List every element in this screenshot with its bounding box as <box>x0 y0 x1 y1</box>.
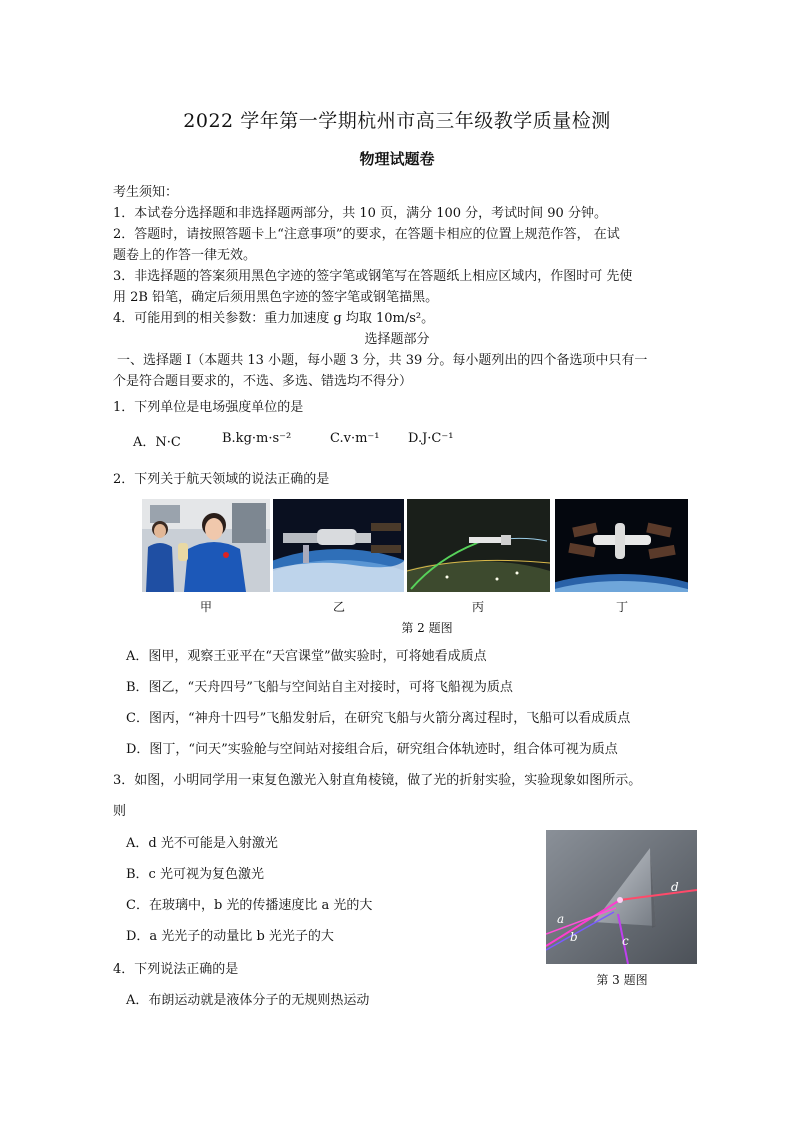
notice-item: 4．可能用到的相关参数：重力加速度 g 均取 10m/s²。 <box>113 311 435 326</box>
q2-label-jia: 甲 <box>199 600 212 614</box>
q3-option-a: A．d 光不可能是入射激光 <box>126 836 278 851</box>
q3-figure-caption: 第 3 题图 <box>596 973 648 987</box>
q2-photo-bing <box>407 499 550 592</box>
q4-option-a: A．布朗运动就是液体分子的无规则热运动 <box>126 993 370 1008</box>
q1-option-a: A．N·C <box>133 435 181 450</box>
q2-photo-yi <box>273 499 404 592</box>
q2-option-b: B．图乙，“天舟四号”飞船与空间站自主对接时，可将飞船视为质点 <box>126 680 513 695</box>
q1-option-c: C.v·m⁻¹ <box>330 431 380 446</box>
notice-item: 2．答题时，请按照答题卡上“注意事项”的要求，在答题卡相应的位置上规范作答， 在试 <box>113 227 620 242</box>
page-title: 2022 学年第一学期杭州市高三年级教学质量检测 <box>183 110 611 132</box>
part1-instruction: 一、选择题 I（本题共 13 小题，每小题 3 分，共 39 分。每小题列出的四个备选项中只有一 <box>117 353 648 368</box>
q3-ray-label-d: d <box>671 880 679 894</box>
notice-item: 3．非选择题的答案须用黑色字迹的签字笔或钢笔写在答题纸上相应区域内，作图时可 先使 <box>113 269 633 284</box>
q3-option-b: B．c 光可视为复色激光 <box>126 867 264 882</box>
notice-item: 用 2B 铅笔，确定后须用黑色字迹的签字笔或钢笔描黑。 <box>113 290 439 305</box>
q2-stem: 2．下列关于航天领域的说法正确的是 <box>113 472 330 487</box>
notice-heading: 考生须知： <box>113 185 179 200</box>
q3-option-d: D．a 光光子的动量比 b 光光子的大 <box>126 929 334 944</box>
q2-label-ding: 丁 <box>615 600 628 614</box>
q3-ray-label-b: b <box>570 930 578 944</box>
q2-figure-caption: 第 2 题图 <box>401 621 453 635</box>
q3-ray-label-a: a <box>557 912 565 926</box>
q1-option-d: D.J·C⁻¹ <box>408 431 454 446</box>
q1-stem: 1．下列单位是电场强度单位的是 <box>113 400 304 415</box>
q1-option-b: B.kg·m·s⁻² <box>222 431 292 446</box>
section-title: 选择题部分 <box>364 332 430 347</box>
q4-stem: 4．下列说法正确的是 <box>113 962 239 977</box>
q2-photo-jia <box>142 499 270 592</box>
q3-stem: 3．如图，小明同学用一束复色激光入射直角棱镜，做了光的折射实验，实验现象如图所示。 <box>113 773 642 788</box>
q3-stem-continued: 则 <box>113 804 127 819</box>
q2-label-yi: 乙 <box>332 600 345 614</box>
notice-item: 1．本试卷分选择题和非选择题两部分，共 10 页，满分 100 分，考试时间 90 分钟。 <box>113 206 607 221</box>
q2-option-d: D．图丁，“问天”实验舱与空间站对接组合后，研究组合体轨迹时，组合体可视为质点 <box>126 742 618 757</box>
part1-instruction: 个是符合题目要求的，不选、多选、错选均不得分） <box>113 374 413 389</box>
q3-option-c: C．在玻璃中，b 光的传播速度比 a 光的大 <box>126 898 373 913</box>
q2-label-bing: 丙 <box>471 600 484 614</box>
q2-option-c: C．图丙，“神舟十四号”飞船发射后，在研究飞船与火箭分离过程时，飞船可以看成质点 <box>126 711 631 726</box>
notice-item: 题卷上的作答一律无效。 <box>113 248 257 263</box>
q3-ray-label-c: c <box>622 934 629 948</box>
q2-photo-ding <box>555 499 688 592</box>
q2-option-a: A．图甲，观察王亚平在“天宫课堂”做实验时，可将她看成质点 <box>126 649 487 664</box>
page-subtitle: 物理试题卷 <box>359 150 435 168</box>
